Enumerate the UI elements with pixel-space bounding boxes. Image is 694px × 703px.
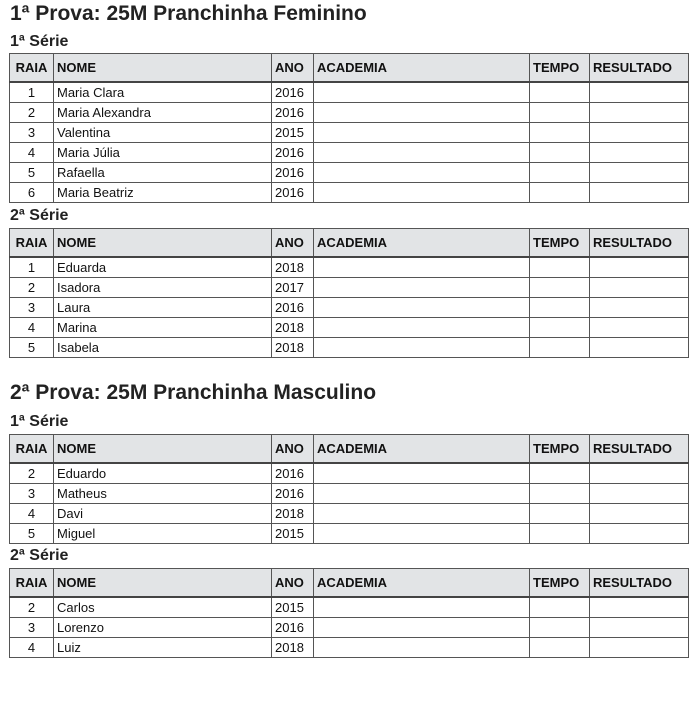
cell-nome: Maria Júlia	[54, 142, 272, 162]
table-row	[10, 463, 689, 484]
cell-raia: 4	[10, 142, 54, 162]
table-row	[10, 523, 689, 543]
cell-tempo	[530, 617, 590, 637]
cell-nome: Eduardo	[54, 463, 272, 484]
col-header-tempo: TEMPO	[530, 435, 590, 463]
col-header-raia: RAIA	[10, 435, 54, 463]
prova-2-serie-2-table	[9, 568, 689, 658]
cell-resultado	[590, 337, 689, 357]
cell-ano: 2018	[272, 317, 314, 337]
cell-nome: Isadora	[54, 277, 272, 297]
cell-raia: 2	[10, 277, 54, 297]
cell-raia: 5	[10, 523, 54, 543]
cell-raia: 2	[10, 463, 54, 484]
prova-2-serie-1-label: 1ª Série	[10, 413, 69, 430]
cell-ano: 2018	[272, 637, 314, 657]
cell-nome: Isabela	[54, 337, 272, 357]
cell-raia: 3	[10, 617, 54, 637]
table-row	[10, 277, 689, 297]
cell-tempo	[530, 503, 590, 523]
cell-nome: Maria Alexandra	[54, 102, 272, 122]
cell-ano: 2016	[272, 182, 314, 202]
col-header-resultado: RESULTADO	[590, 54, 689, 82]
cell-nome: Rafaella	[54, 162, 272, 182]
cell-resultado	[590, 597, 689, 618]
cell-nome: Marina	[54, 317, 272, 337]
table-row	[10, 257, 689, 278]
table-header-row	[10, 54, 689, 82]
cell-academia	[314, 122, 530, 142]
cell-academia	[314, 182, 530, 202]
col-header-raia: RAIA	[10, 569, 54, 597]
col-header-nome: NOME	[54, 229, 272, 257]
cell-raia: 3	[10, 297, 54, 317]
table-row	[10, 637, 689, 657]
col-header-resultado: RESULTADO	[590, 435, 689, 463]
table-header-row	[10, 229, 689, 257]
cell-ano: 2018	[272, 257, 314, 278]
cell-tempo	[530, 82, 590, 103]
table-row	[10, 82, 689, 103]
cell-academia	[314, 162, 530, 182]
table-header-row	[10, 435, 689, 463]
cell-resultado	[590, 503, 689, 523]
cell-ano: 2016	[272, 617, 314, 637]
col-header-resultado: RESULTADO	[590, 569, 689, 597]
prova-2-title: 2ª Prova: 25M Pranchinha Masculino	[10, 381, 377, 404]
cell-tempo	[530, 257, 590, 278]
cell-raia: 2	[10, 102, 54, 122]
cell-raia: 4	[10, 637, 54, 657]
cell-resultado	[590, 277, 689, 297]
col-header-nome: NOME	[54, 435, 272, 463]
cell-ano: 2016	[272, 297, 314, 317]
table-row	[10, 503, 689, 523]
table-row	[10, 142, 689, 162]
col-header-resultado: RESULTADO	[590, 229, 689, 257]
cell-academia	[314, 463, 530, 484]
cell-resultado	[590, 463, 689, 484]
col-header-tempo: TEMPO	[530, 569, 590, 597]
cell-tempo	[530, 463, 590, 484]
col-header-raia: RAIA	[10, 54, 54, 82]
cell-ano: 2015	[272, 122, 314, 142]
table-row	[10, 162, 689, 182]
cell-tempo	[530, 122, 590, 142]
cell-ano: 2015	[272, 597, 314, 618]
table-row	[10, 337, 689, 357]
cell-resultado	[590, 257, 689, 278]
prova-2-serie-2-label: 2ª Série	[10, 547, 69, 564]
cell-ano: 2016	[272, 162, 314, 182]
cell-nome: Laura	[54, 297, 272, 317]
cell-raia: 5	[10, 162, 54, 182]
cell-academia	[314, 617, 530, 637]
cell-ano: 2018	[272, 503, 314, 523]
cell-raia: 3	[10, 483, 54, 503]
cell-academia	[314, 257, 530, 278]
col-header-academia: ACADEMIA	[314, 229, 530, 257]
col-header-ano: ANO	[272, 229, 314, 257]
prova-1-title: 1ª Prova: 25M Pranchinha Feminino	[10, 2, 367, 25]
table-row	[10, 597, 689, 618]
prova-1-serie-2-label: 2ª Série	[10, 207, 69, 224]
cell-tempo	[530, 483, 590, 503]
cell-resultado	[590, 122, 689, 142]
cell-nome: Valentina	[54, 122, 272, 142]
cell-resultado	[590, 637, 689, 657]
cell-raia: 2	[10, 597, 54, 618]
cell-nome: Miguel	[54, 523, 272, 543]
cell-nome: Luiz	[54, 637, 272, 657]
cell-raia: 4	[10, 317, 54, 337]
cell-nome: Maria Beatriz	[54, 182, 272, 202]
cell-academia	[314, 337, 530, 357]
cell-nome: Eduarda	[54, 257, 272, 278]
col-header-tempo: TEMPO	[530, 229, 590, 257]
cell-tempo	[530, 142, 590, 162]
cell-academia	[314, 523, 530, 543]
cell-raia: 6	[10, 182, 54, 202]
cell-academia	[314, 503, 530, 523]
cell-tempo	[530, 523, 590, 543]
col-header-nome: NOME	[54, 569, 272, 597]
cell-ano: 2016	[272, 102, 314, 122]
cell-tempo	[530, 102, 590, 122]
table-row	[10, 297, 689, 317]
cell-ano: 2015	[272, 523, 314, 543]
cell-raia: 1	[10, 257, 54, 278]
prova-1-serie-1-table	[9, 53, 689, 203]
cell-resultado	[590, 297, 689, 317]
cell-tempo	[530, 337, 590, 357]
cell-resultado	[590, 102, 689, 122]
table-row	[10, 122, 689, 142]
cell-resultado	[590, 142, 689, 162]
cell-academia	[314, 297, 530, 317]
col-header-academia: ACADEMIA	[314, 435, 530, 463]
cell-academia	[314, 82, 530, 103]
cell-academia	[314, 277, 530, 297]
table-row	[10, 317, 689, 337]
table-row	[10, 102, 689, 122]
cell-tempo	[530, 277, 590, 297]
table-row	[10, 617, 689, 637]
table-row	[10, 483, 689, 503]
prova-1-serie-1-label: 1ª Série	[10, 33, 69, 50]
cell-resultado	[590, 617, 689, 637]
cell-resultado	[590, 82, 689, 103]
cell-raia: 1	[10, 82, 54, 103]
cell-resultado	[590, 182, 689, 202]
cell-academia	[314, 483, 530, 503]
cell-nome: Lorenzo	[54, 617, 272, 637]
cell-resultado	[590, 523, 689, 543]
cell-tempo	[530, 297, 590, 317]
cell-tempo	[530, 182, 590, 202]
cell-nome: Davi	[54, 503, 272, 523]
cell-raia: 5	[10, 337, 54, 357]
cell-raia: 4	[10, 503, 54, 523]
col-header-academia: ACADEMIA	[314, 54, 530, 82]
cell-tempo	[530, 162, 590, 182]
cell-nome: Matheus	[54, 483, 272, 503]
cell-academia	[314, 637, 530, 657]
cell-academia	[314, 102, 530, 122]
table-row	[10, 182, 689, 202]
col-header-nome: NOME	[54, 54, 272, 82]
table-header-row	[10, 569, 689, 597]
cell-ano: 2017	[272, 277, 314, 297]
cell-nome: Carlos	[54, 597, 272, 618]
cell-ano: 2016	[272, 82, 314, 103]
cell-nome: Maria Clara	[54, 82, 272, 103]
cell-ano: 2016	[272, 463, 314, 484]
cell-academia	[314, 142, 530, 162]
col-header-academia: ACADEMIA	[314, 569, 530, 597]
cell-resultado	[590, 317, 689, 337]
cell-tempo	[530, 317, 590, 337]
col-header-ano: ANO	[272, 435, 314, 463]
cell-tempo	[530, 637, 590, 657]
col-header-ano: ANO	[272, 569, 314, 597]
cell-tempo	[530, 597, 590, 618]
cell-raia: 3	[10, 122, 54, 142]
col-header-ano: ANO	[272, 54, 314, 82]
prova-1-serie-2-table	[9, 228, 689, 358]
cell-ano: 2016	[272, 142, 314, 162]
cell-academia	[314, 597, 530, 618]
col-header-tempo: TEMPO	[530, 54, 590, 82]
cell-ano: 2016	[272, 483, 314, 503]
cell-ano: 2018	[272, 337, 314, 357]
prova-2-serie-1-table	[9, 434, 689, 544]
cell-resultado	[590, 483, 689, 503]
cell-academia	[314, 317, 530, 337]
cell-resultado	[590, 162, 689, 182]
col-header-raia: RAIA	[10, 229, 54, 257]
